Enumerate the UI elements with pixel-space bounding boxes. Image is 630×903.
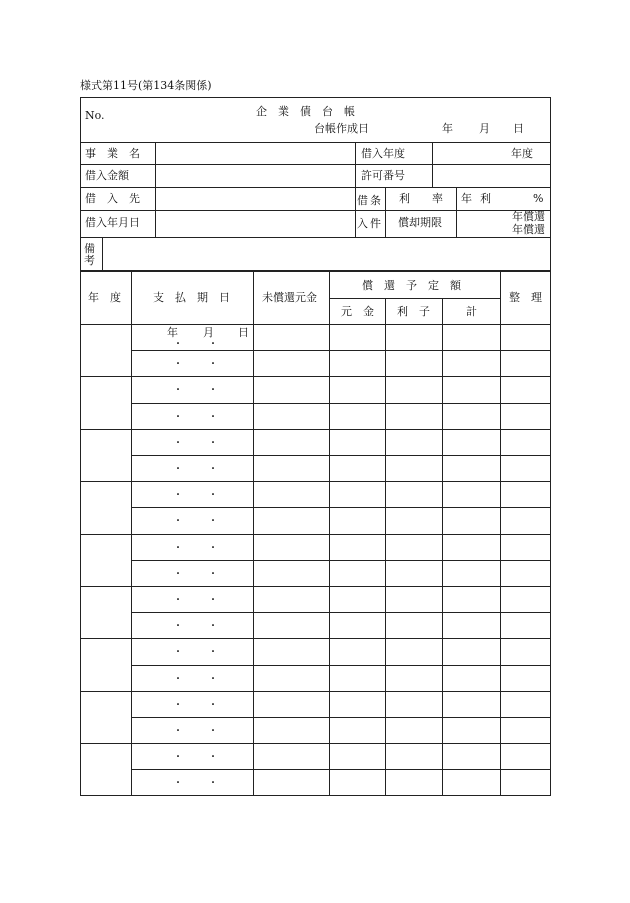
- table-row-divider: [131, 612, 551, 613]
- date-separator-dot: ・: [208, 569, 218, 580]
- date-separator-dot: ・: [208, 359, 218, 370]
- date-separator-dot: ・: [208, 516, 218, 527]
- table-row-divider: [80, 481, 551, 482]
- date-separator-dot: ・: [208, 438, 218, 449]
- date-separator-dot: ・: [173, 778, 183, 789]
- column-header-arrangement: 整 理: [509, 291, 542, 304]
- date-separator-dot: ・: [208, 778, 218, 789]
- table-row-divider: [80, 638, 551, 639]
- table-row-divider: [80, 534, 551, 535]
- date-separator-dot: ・: [208, 726, 218, 737]
- table-row-divider: [80, 586, 551, 587]
- divider: [329, 298, 500, 299]
- divider: [385, 187, 386, 237]
- table-row-divider: [80, 691, 551, 692]
- date-separator-dot: ・: [173, 516, 183, 527]
- conditions-label-char: 入: [357, 217, 368, 230]
- annual-interest-label: 年利: [461, 192, 499, 205]
- divider: [355, 142, 356, 237]
- table-row-divider: [131, 769, 551, 770]
- conditions-label-char: 件: [370, 217, 381, 230]
- date-separator-dot: ・: [173, 339, 183, 350]
- remarks-label-char: 備: [84, 242, 95, 255]
- column-header-total: 計: [466, 305, 477, 318]
- date-separator-dot: ・: [208, 543, 218, 554]
- borrowing-date-label: 借入年月日: [85, 216, 140, 229]
- date-separator-dot: ・: [208, 752, 218, 763]
- table-row-divider: [131, 717, 551, 718]
- date-separator-dot: ・: [173, 647, 183, 658]
- date-separator-dot: ・: [208, 464, 218, 475]
- lender-label: 借 入 先: [85, 192, 140, 205]
- percent-label: %: [533, 192, 544, 205]
- date-separator-dot: ・: [173, 595, 183, 606]
- date-separator-dot: ・: [208, 412, 218, 423]
- table-row-divider: [131, 455, 551, 456]
- date-separator-dot: ・: [173, 569, 183, 580]
- date-separator-dot: ・: [208, 339, 218, 350]
- redemption-period-label: 償却期限: [398, 216, 442, 229]
- table-row-divider: [80, 429, 551, 430]
- divider: [80, 187, 551, 188]
- first-row-year-label: 年: [167, 326, 178, 339]
- created-year-label: 年: [442, 122, 453, 135]
- divider: [432, 142, 433, 187]
- divider: [155, 142, 156, 237]
- date-separator-dot: ・: [173, 490, 183, 501]
- column-header-interest: 利 子: [397, 305, 430, 318]
- column-header-planned-redemption: 償 還 予 定 額: [362, 279, 461, 292]
- borrowing-year-label: 借入年度: [361, 147, 405, 160]
- divider: [102, 237, 103, 270]
- date-separator-dot: ・: [173, 412, 183, 423]
- created-day-label: 日: [513, 122, 524, 135]
- date-separator-dot: ・: [208, 385, 218, 396]
- divider: [385, 298, 386, 796]
- date-separator-dot: ・: [173, 464, 183, 475]
- date-separator-dot: ・: [173, 700, 183, 711]
- redemption-years-label: 年償還: [512, 223, 545, 236]
- column-header-year: 年 度: [88, 291, 121, 304]
- column-header-principal: 元 金: [341, 305, 374, 318]
- date-separator-dot: ・: [208, 700, 218, 711]
- divider: [456, 187, 457, 237]
- borrowed-amount-label: 借入金額: [85, 169, 129, 182]
- remarks-label-char: 考: [84, 254, 95, 267]
- column-header-payment-date: 支 払 期 日: [153, 291, 230, 304]
- divider: [80, 142, 551, 143]
- fiscal-year-suffix: 年度: [511, 147, 533, 160]
- interest-rate-label: 利 率: [399, 192, 443, 205]
- date-separator-dot: ・: [173, 621, 183, 632]
- table-row-divider: [131, 507, 551, 508]
- date-separator-dot: ・: [173, 359, 183, 370]
- table-row-divider: [131, 560, 551, 561]
- divider: [80, 164, 551, 165]
- first-row-month-label: 月: [203, 326, 214, 339]
- date-separator-dot: ・: [208, 647, 218, 658]
- table-row-divider: [131, 350, 551, 351]
- date-separator-dot: ・: [173, 543, 183, 554]
- date-separator-dot: ・: [173, 752, 183, 763]
- table-row-divider: [131, 665, 551, 666]
- date-separator-dot: ・: [208, 621, 218, 632]
- date-separator-dot: ・: [173, 385, 183, 396]
- conditions-label-char: 条: [370, 194, 381, 207]
- business-name-label: 事 業 名: [85, 147, 140, 160]
- divider: [80, 270, 551, 272]
- divider: [442, 298, 443, 796]
- redemption-years-label: 年償還: [512, 210, 545, 223]
- column-header-unredeemed: 未償還元金: [262, 291, 317, 304]
- permit-number-label: 許可番号: [361, 169, 405, 182]
- created-month-label: 月: [479, 122, 490, 135]
- conditions-label-char: 借: [357, 194, 368, 207]
- ledger-title: 企 業 債 台 帳: [256, 105, 355, 118]
- table-row-divider: [131, 403, 551, 404]
- divider: [80, 237, 551, 238]
- created-date-label: 台帳作成日: [314, 122, 369, 135]
- first-row-day-label: 日: [238, 326, 249, 339]
- divider: [80, 210, 551, 211]
- date-separator-dot: ・: [173, 438, 183, 449]
- table-row-divider: [80, 376, 551, 377]
- date-separator-dot: ・: [208, 490, 218, 501]
- ledger-number-label: No.: [85, 109, 105, 122]
- date-separator-dot: ・: [208, 595, 218, 606]
- date-separator-dot: ・: [208, 674, 218, 685]
- form-number-label: 様式第11号(第134条関係): [80, 79, 212, 92]
- date-separator-dot: ・: [173, 726, 183, 737]
- date-separator-dot: ・: [173, 674, 183, 685]
- divider: [80, 324, 551, 325]
- table-row-divider: [80, 743, 551, 744]
